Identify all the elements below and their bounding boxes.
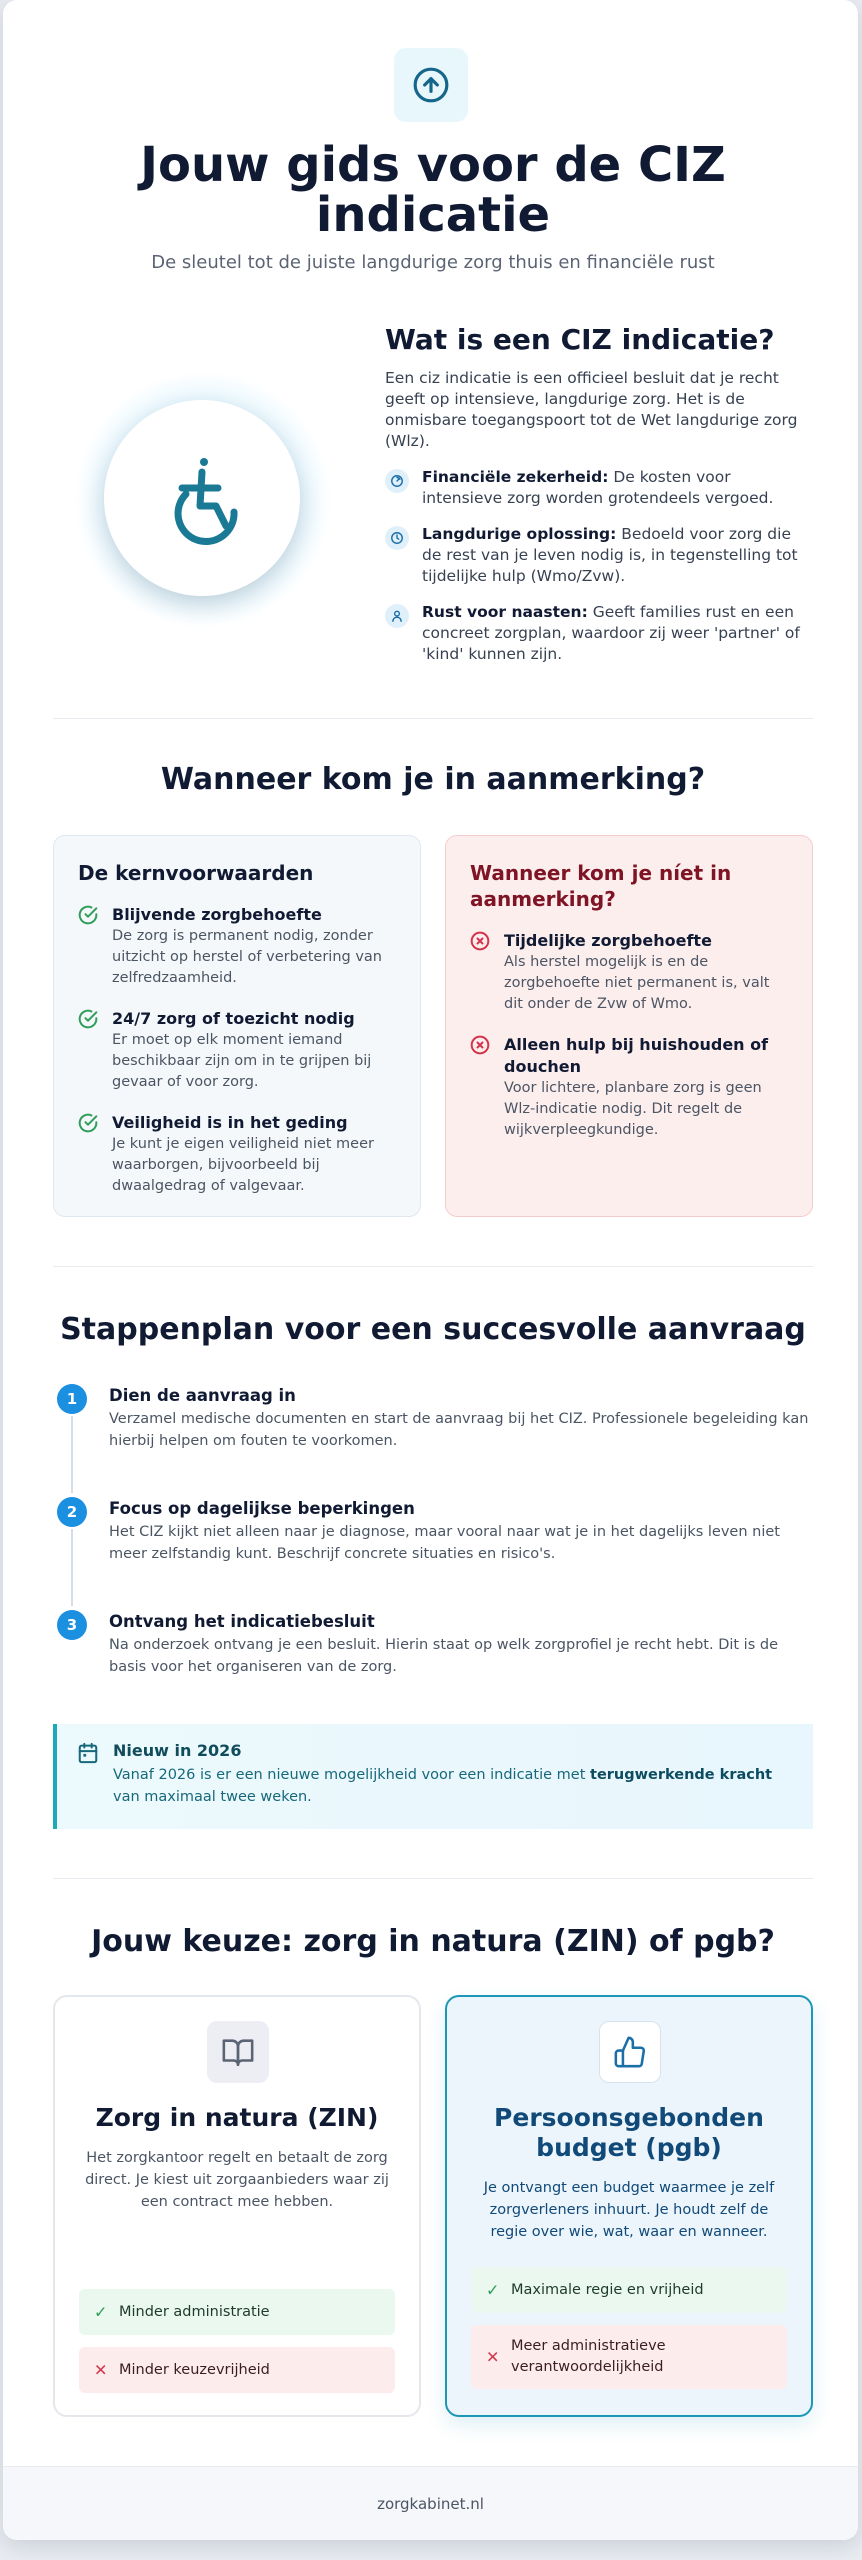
news-text: [113, 1764, 793, 1808]
condition-title: Veiligheid is in het geding: [112, 1113, 348, 1132]
news-text-part: Vanaf 2026 is er een nieuwe mogelijkheid voor een indicatie met: [113, 1767, 591, 1783]
condition-item: [78, 1112, 396, 1197]
exclusion-title: Alleen hulp bij huishouden of douchen: [504, 1035, 769, 1076]
feature-financial: [385, 467, 815, 509]
x-circle-icon: [470, 931, 490, 951]
feature-longterm: [385, 524, 815, 587]
accessibility-icon: [152, 448, 252, 548]
step-item: [53, 1493, 813, 1606]
step-connector: [71, 1529, 73, 1606]
exclusion-title: Tijdelijke zorgbehoefte: [504, 931, 712, 950]
condition-title: Blijvende zorgbehoefte: [112, 905, 322, 924]
choice-zin-title: Zorg in natura (ZIN): [95, 2103, 379, 2132]
exclusion-item: [470, 930, 788, 1015]
page-title: Jouw gids voor de CIZ indicatie: [140, 137, 726, 243]
x-icon: ✕: [94, 2360, 108, 2380]
feature-family: [385, 602, 815, 665]
step-desc: Na onderzoek ontvang je een besluit. Hierin staat op welk zorgprofiel je recht hebt. Dit is de basis voor het organiseren van de zorg.: [109, 1637, 778, 1675]
condition-desc: Er moet op elk moment iemand beschikbaar zijn om in te grijpen bij gevaar of voor zorg.: [112, 1032, 372, 1090]
choice-zin-card: [53, 1995, 421, 2417]
check-circle-icon: [78, 1009, 98, 1029]
divider: [53, 1878, 813, 1879]
con-text: Minder keuzevrijheid: [119, 2361, 270, 2378]
exclusion-item: [470, 1034, 788, 1141]
guide-card: [3, 0, 858, 2540]
step-number: 3: [57, 1610, 87, 1640]
news-text-bold: terugwerkende kracht: [590, 1767, 773, 1783]
condition-item: [78, 904, 396, 989]
check-circle-icon: [78, 1113, 98, 1133]
feature-text: De kosten voor intensieve zorg worden grotendeels vergoed.: [422, 468, 774, 507]
condition-desc: De zorg is permanent nodig, zonder uitzicht op herstel of verbetering van zelfredzaamheid.: [112, 928, 382, 986]
illustration-circle: [104, 400, 300, 596]
step-connector: [71, 1416, 73, 1493]
feature-label: Financiële zekerheid:: [422, 468, 609, 486]
pro-text: Maximale regie en vrijheid: [511, 2281, 704, 2298]
step-item: [53, 1606, 813, 1719]
feature-label: Langdurige oplossing:: [422, 525, 617, 543]
conditions-yes-box: [53, 835, 421, 1217]
step-number: 1: [57, 1384, 87, 1414]
steps-title: Stappenplan voor een succesvolle aanvraag: [60, 1312, 806, 1347]
step-desc: Het CIZ kijkt niet alleen naar je diagnose, maar vooral naar wat je in het dagelijks leven niet meer zelfstandig kunt. Beschrijf concrete situaties en risico's.: [109, 1524, 780, 1562]
con-text: Meer administratieve verantwoordelijkheid: [511, 2338, 666, 2375]
step-title: Ontvang het indicatiebesluit: [109, 1612, 375, 1631]
choice-title: Jouw keuze: zorg in natura (ZIN) of pgb?: [91, 1924, 775, 1959]
divider: [53, 718, 813, 719]
arrow-up-circle-icon: [412, 66, 450, 104]
step-desc: Verzamel medische documenten en start de aanvraag bij het CIZ. Professionele begeleiding kan hierbij helpen om fouten te voorkomen.: [109, 1411, 809, 1449]
check-icon: ✓: [486, 2280, 500, 2300]
con-pill: [79, 2347, 395, 2393]
con-pill: [471, 2325, 787, 2389]
choice-zin-desc: Het zorgkantoor regelt en betaalt de zorg direct. Je kiest uit zorgaanbieders waar zij een contract mee hebben.: [85, 2150, 389, 2210]
book-icon: [221, 2035, 255, 2069]
intro-title: Wat is een CIZ indicatie?: [385, 323, 775, 356]
choice-pgb-title: Persoonsgebonden budget (pgb): [494, 2103, 764, 2162]
x-circle-icon: [470, 1035, 490, 1055]
x-icon: ✕: [486, 2347, 500, 2367]
conditions-no-box: [445, 835, 813, 1217]
check-circle-icon: [78, 905, 98, 925]
user-icon: [385, 604, 409, 628]
feature-text: Geeft families rust en een concreet zorgplan, waardoor zij weer 'partner' of 'kind' kunnen zijn.: [422, 603, 800, 663]
step-title: Focus op dagelijkse beperkingen: [109, 1499, 415, 1518]
feature-label: Rust voor naasten:: [422, 603, 588, 621]
news-callout: [53, 1724, 813, 1829]
check-icon: ✓: [94, 2302, 108, 2322]
step-number: 2: [57, 1497, 87, 1527]
condition-item: [78, 1008, 396, 1093]
news-text-part: van maximaal twee weken.: [113, 1789, 312, 1805]
eligibility-title: Wanneer kom je in aanmerking?: [160, 762, 706, 797]
condition-desc: Je kunt je eigen veiligheid niet meer waarborgen, bijvoorbeeld bij dwaalgedrag of valgevaar.: [112, 1136, 374, 1194]
exclusion-desc: Voor lichtere, planbare zorg is geen Wlz-indicatie nodig. Dit regelt de wijkverpleegkundige.: [504, 1080, 762, 1138]
step-item: [53, 1380, 813, 1493]
intro-lead: Een ciz indicatie is een officieel besluit dat je recht geeft op intensieve, langdurige zorg. Het is de onmisbare toegangspoort tot de Wet langdurige zorg (Wlz).: [385, 369, 798, 450]
step-title: Dien de aanvraag in: [109, 1386, 296, 1405]
intro-section: [385, 322, 815, 665]
calendar-icon: [77, 1742, 99, 1764]
feature-text: Bedoeld voor zorg die de rest van je leven nodig is, in tegenstelling tot tijdelijke hulp (Wmo/Zvw).: [422, 525, 798, 585]
exclusion-desc: Als herstel mogelijk is en de zorgbehoefte niet permanent is, valt dit onder de Zvw of Wmo.: [504, 954, 770, 1012]
condition-title: 24/7 zorg of toezicht nodig: [112, 1009, 355, 1028]
choice-icon-box: [207, 2021, 269, 2083]
divider: [53, 1266, 813, 1267]
footer-link[interactable]: zorgkabinet.nl: [377, 2494, 484, 2513]
gauge-icon: [385, 469, 409, 493]
page-subtitle: De sleutel tot de juiste langdurige zorg thuis en financiële rust: [151, 252, 715, 273]
choice-pgb-desc: Je ontvangt een budget waarmee je zelf zorgverleners inhuurt. Je houdt zelf de regie over wie, wat, waar en wanneer.: [483, 2180, 775, 2240]
pro-text: Minder administratie: [119, 2303, 270, 2320]
pro-pill: [471, 2267, 787, 2313]
news-title: Nieuw in 2026: [113, 1741, 242, 1760]
conditions-yes-title: De kernvoorwaarden: [78, 861, 314, 885]
steps-list: [53, 1380, 813, 1719]
conditions-no-title: Wanneer kom je níet in aanmerking?: [470, 861, 732, 911]
thumbs-up-icon: [613, 2035, 647, 2069]
clock-icon: [385, 526, 409, 550]
choice-pgb-card: [445, 1995, 813, 2417]
pro-pill: [79, 2289, 395, 2335]
choice-icon-box: [599, 2021, 661, 2083]
footer: [3, 2466, 858, 2540]
header-icon-box: [394, 48, 468, 122]
